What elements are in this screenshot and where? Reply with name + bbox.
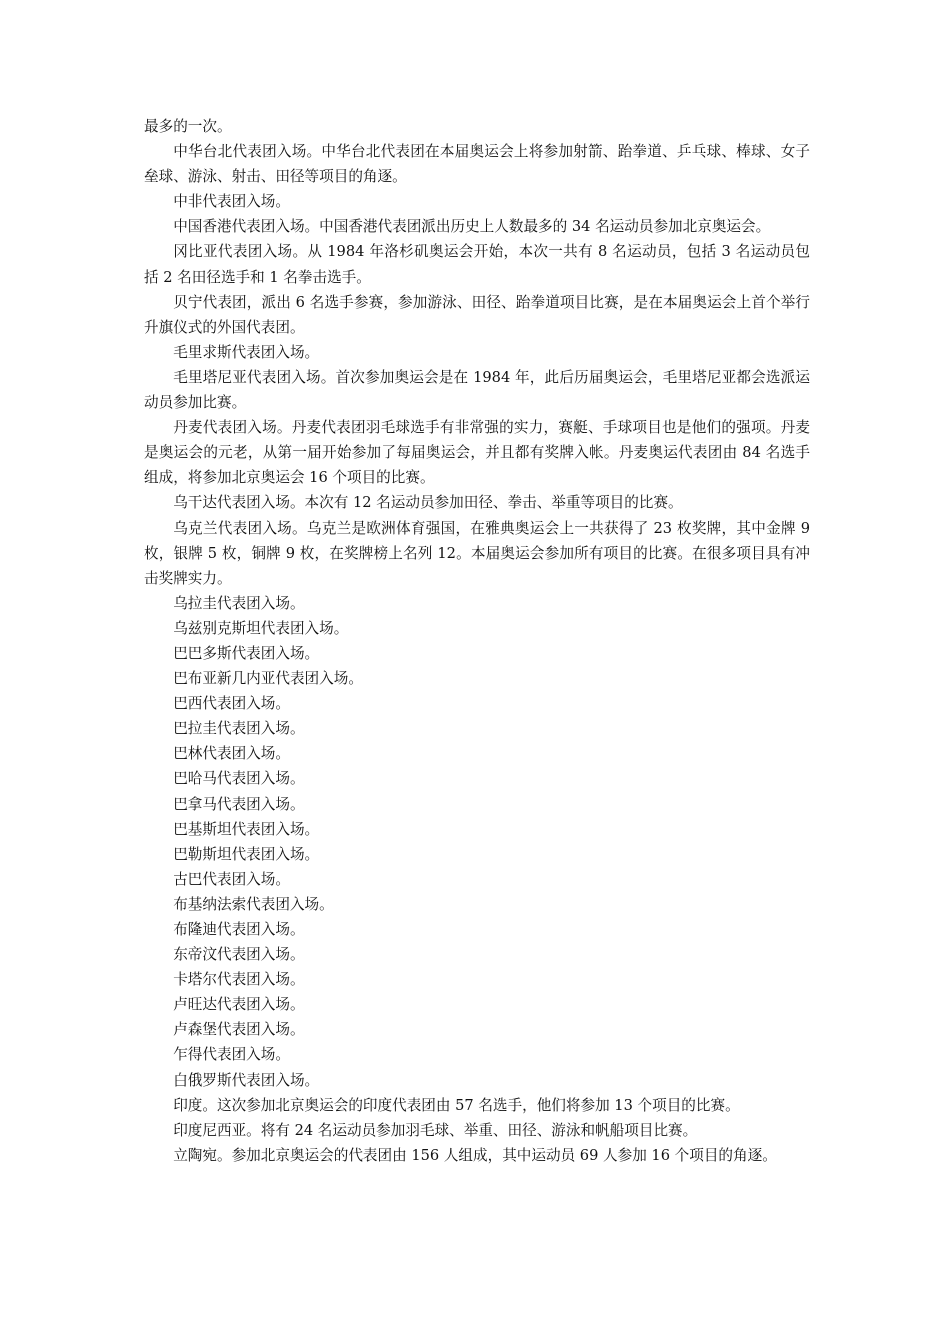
paragraph: 乌克兰代表团入场。乌克兰是欧洲体育强国，在雅典奥运会上一共获得了 23 枚奖牌，其中金牌 9 枚，银牌 5 枚，铜牌 9 枚，在奖牌榜上名列 12。本届奥运会参加所有项目的比赛。在很多项目具有冲击奖牌实力。 [144,519,810,587]
document-body [144,114,810,1168]
paragraph: 卢旺达代表团入场。 [173,996,305,1014]
paragraph: 巴布亚新几内亚代表团入场。 [173,670,363,688]
paragraph: 古巴代表团入场。 [173,870,290,888]
paragraph: 乍得代表团入场。 [173,1046,290,1064]
paragraph: 布隆迪代表团入场。 [173,921,305,938]
paragraph: 巴西代表团入场。 [173,695,290,713]
paragraph: 巴基斯坦代表团入场。 [173,820,320,838]
paragraph: 乌兹别克斯坦代表团入场。 [173,619,349,637]
paragraph: 卡塔尔代表团入场。 [173,971,305,989]
paragraph: 乌干达代表团入场。本次有 12 名运动员参加田径、拳击、举重等项目的比赛。 [173,494,683,512]
paragraph: 卢森堡代表团入场。 [173,1021,305,1039]
paragraph: 中非代表团入场。 [173,193,290,211]
paragraph: 乌拉圭代表团入场。 [173,594,305,612]
paragraph: 巴拉圭代表团入场。 [173,720,305,738]
paragraph: 最多的一次。 [144,118,232,135]
paragraph: 印度。这次参加北京奥运会的印度代表团由 57 名选手，他们将参加 13 个项目的比赛。 [173,1096,740,1114]
paragraph: 东帝汶代表团入场。 [173,946,305,964]
paragraph: 毛里塔尼亚代表团入场。首次参加奥运会是在 1984 年，此后历届奥运会，毛里塔尼亚都会选派运动员参加比赛。 [144,368,810,412]
paragraph: 立陶宛。参加北京奥运会的代表团由 156 人组成，其中运动员 69 人参加 16 个项目的角逐。 [173,1146,777,1164]
paragraph: 巴勒斯坦代表团入场。 [173,845,320,863]
paragraph: 白俄罗斯代表团入场。 [173,1071,320,1089]
paragraph: 中华台北代表团入场。中华台北代表团在本届奥运会上将参加射箭、跆拳道、乒乓球、棒球、女子垒球、游泳、射击、田径等项目的角逐。 [144,143,810,186]
paragraph: 巴哈马代表团入场。 [173,770,305,788]
paragraph: 印度尼西亚。将有 24 名运动员参加羽毛球、举重、田径、游泳和帆船项目比赛。 [173,1121,698,1139]
paragraph: 巴林代表团入场。 [173,745,290,763]
paragraph: 冈比亚代表团入场。从 1984 年洛杉矶奥运会开始，本次一共有 8 名运动员，包括 3 名运动员包括 2 名田径选手和 1 名拳击选手。 [144,243,810,286]
paragraph: 丹麦代表团入场。丹麦代表团羽毛球选手有非常强的实力，赛艇、手球项目也是他们的强项。丹麦是奥运会的元老，从第一届开始参加了每届奥运会，并且都有奖牌入帐。丹麦奥运代表团由 84 名选手组成，将参加北京奥运会 16 个项目的比赛。 [144,419,810,487]
paragraph: 贝宁代表团，派出 6 名选手参赛，参加游泳、田径、跆拳道项目比赛，是在本届奥运会上首个举行升旗仪式的外国代表团。 [144,293,810,336]
paragraph: 布基纳法索代表团入场。 [173,895,334,913]
paragraph: 中国香港代表团入场。中国香港代表团派出历史上人数最多的 34 名运动员参加北京奥运会。 [173,218,771,236]
paragraph: 巴巴多斯代表团入场。 [173,644,320,662]
paragraph: 毛里求斯代表团入场。 [173,343,320,361]
paragraph: 巴拿马代表团入场。 [173,795,305,813]
